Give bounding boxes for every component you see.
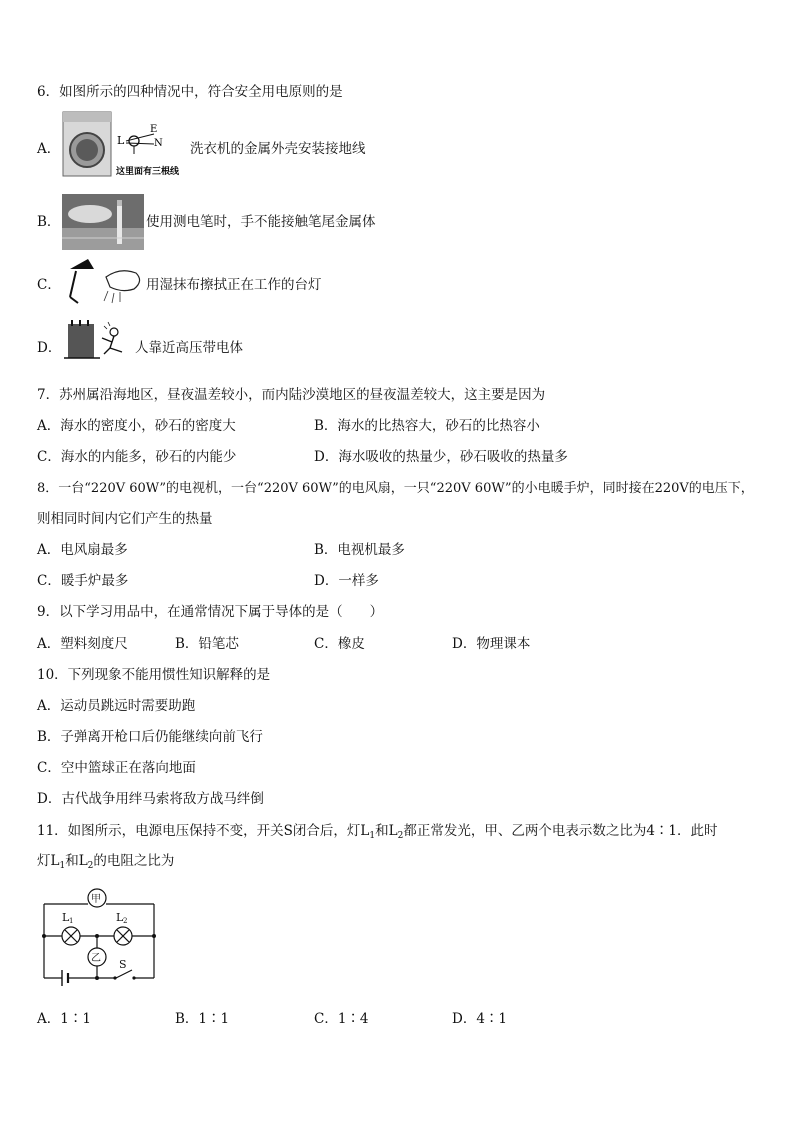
q11-option-a: A．1∶1 [37, 1011, 91, 1027]
desk-lamp-figure [64, 257, 146, 305]
q8-option-a: A．电风扇最多 [37, 542, 128, 558]
q11-stem-line2: 灯$L_1$和$L_2$的电阻之比为 [37, 853, 175, 871]
q8-option-d: D．一样多 [314, 573, 379, 589]
q10-option-c: C．空中篮球正在落向地面 [37, 760, 196, 776]
q6-option-d-text: 人靠近高压带电体 [135, 340, 243, 356]
q7-option-d: D．海水吸收的热量少，砂石吸收的热量多 [314, 449, 568, 465]
q8-option-c: C．暖手炉最多 [37, 573, 129, 589]
switch-label: S [119, 958, 127, 971]
q10-option-d: D．古代战争用绊马索将敌方战马绊倒 [37, 791, 264, 807]
high-voltage-figure [64, 318, 136, 362]
q11-option-d: D．4∶1 [452, 1011, 508, 1027]
q6-option-c-label: C． [37, 277, 61, 293]
q6-stem: 6．如图所示的四种情况中，符合安全用电原则的是 [37, 84, 343, 100]
q9-option-a: A．塑料刻度尺 [37, 636, 128, 652]
q8-stem-line1: 8．一台“220V 60W”的电视机，一台“220V 60W”的电风扇，一只“220V 60W”的小电暖手炉，同时接在220V的电压下， [37, 481, 754, 496]
q8-stem-line2: 则相同时间内它们产生的热量 [37, 511, 213, 527]
q10-option-a: A．运动员跳远时需要助跑 [37, 698, 196, 714]
q11-stem-line1: 11．如图所示，电源电压保持不变，开关S闭合后，灯$L_1$和$L_2$都正常发光，甲、乙两个电表示数之比为4∶1．此时 [37, 823, 718, 841]
fig-letter-l: L [117, 134, 125, 147]
lamp-l1-sub: 1 [69, 917, 74, 925]
washing-machine-figure [62, 110, 192, 180]
q8-option-b: B．电视机最多 [314, 542, 405, 558]
test-pen-figure [62, 194, 144, 250]
q6-option-d-label: D． [37, 340, 62, 356]
q10-stem: 10．下列现象不能用惯性知识解释的是 [37, 667, 271, 683]
circuit-diagram [38, 884, 162, 986]
q7-option-b: B．海水的比热容大，砂石的比热容小 [314, 418, 540, 434]
q7-stem: 7．苏州属沿海地区，昼夜温差较小，而内陆沙漠地区的昼夜温差较大，这主要是因为 [37, 387, 546, 403]
q6-option-a-label: A． [37, 141, 61, 157]
q9-option-b: B．铅笔芯 [175, 636, 239, 652]
q9-stem: 9．以下学习用品中，在通常情况下属于导体的是（ ） [37, 604, 384, 620]
q11-option-b: B．1∶1 [175, 1011, 230, 1027]
fig-caption: 这里面有三根线 [116, 167, 180, 177]
q7-option-c: C．海水的内能多，砂石的内能少 [37, 449, 237, 465]
q6-option-b-label: B． [37, 214, 61, 230]
q10-option-b: B．子弹离开枪口后仍能继续向前飞行 [37, 729, 263, 745]
q6-option-c-text: 用湿抹布擦拭正在工作的台灯 [146, 277, 322, 293]
q9-option-c: C．橡皮 [314, 636, 365, 652]
lamp-l2-sub: 2 [123, 917, 128, 925]
q6-option-b-text: 使用测电笔时，手不能接触笔尾金属体 [146, 214, 376, 230]
q7-option-a: A．海水的密度小，砂石的密度大 [37, 418, 236, 434]
fig-letter-n: N [154, 138, 163, 149]
q9-option-d: D．物理课本 [452, 636, 531, 652]
q6-option-a-text: 洗衣机的金属外壳安装接地线 [190, 141, 366, 157]
lamp-l2-label: L [116, 911, 124, 924]
meter-yi-label: 乙 [91, 953, 101, 964]
meter-jia-label: 甲 [91, 894, 101, 905]
q11-option-c: C．1∶4 [314, 1011, 369, 1027]
lamp-l1-label: L [62, 911, 70, 924]
fig-letter-e: E [150, 124, 158, 135]
